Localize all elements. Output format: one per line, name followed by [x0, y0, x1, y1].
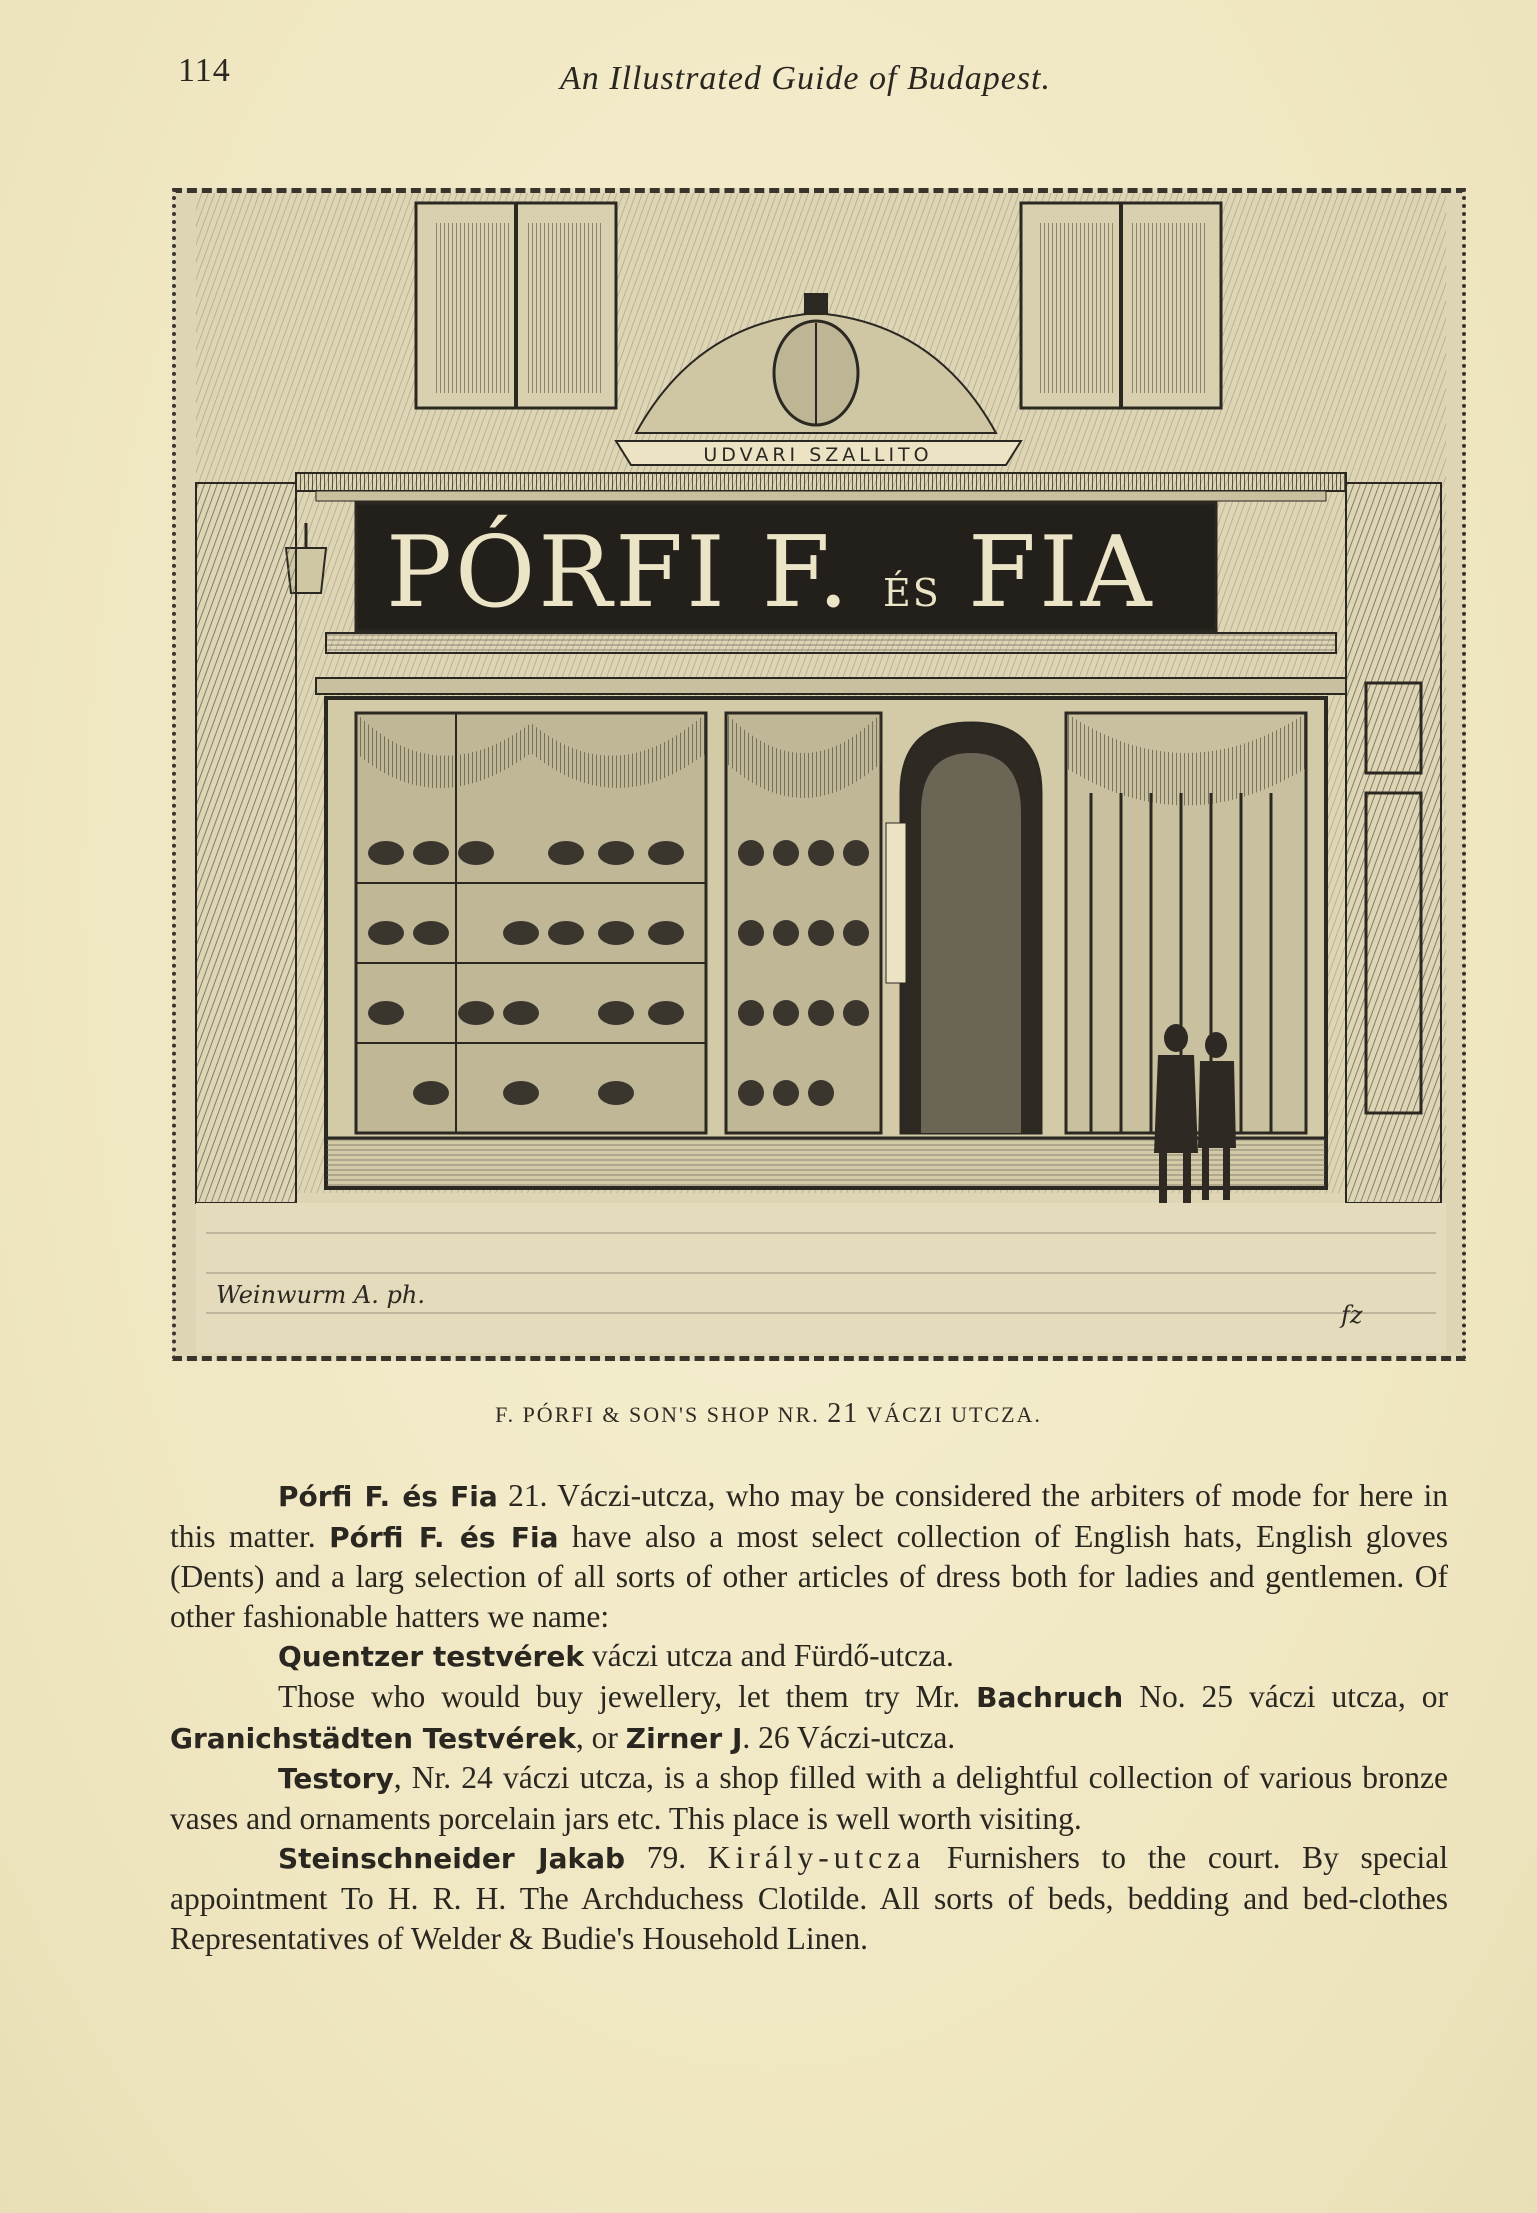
caption-number: 21	[827, 1398, 860, 1429]
sign-fia: FIA	[968, 516, 1155, 630]
text-run: Király-utcza	[707, 1840, 926, 1876]
upper-window-left	[416, 203, 616, 408]
bold-name: Testory	[278, 1762, 394, 1796]
caption-pre: F. PÓRFI & SON'S SHOP NR.	[495, 1402, 820, 1427]
text-run: Those who would buy jewellery, let them try Mr.	[278, 1678, 977, 1714]
steinschneider-paragraph	[170, 1838, 1448, 1958]
bold-name: Granichstädten Testvérek	[170, 1721, 576, 1755]
bold-name: Steinschneider Jakab	[278, 1842, 626, 1876]
porfi-paragraph	[170, 1476, 1448, 1636]
hat-window-middle	[726, 713, 881, 1133]
bold-name: Zirner J	[625, 1721, 743, 1755]
quentzer-paragraph	[170, 1636, 1448, 1677]
running-title: An Illustrated Guide of Budapest.	[560, 60, 1052, 97]
shop-doorway	[886, 723, 1041, 1133]
text-run: No. 25 váczi utcza, or	[1123, 1678, 1448, 1714]
text-run: 21. Váczi-utcza, who may be considered the arbiters of mode for here in this matter.	[170, 1478, 1448, 1554]
engraver-mark: fz	[1341, 1301, 1363, 1329]
text-run: Furnishers to the court. By special appointment To H. R. H. The Archduchess Clotilde. All sorts of beds, bedding and bed-clothes Representatives of Welder & Budie's Household Linen.	[170, 1840, 1448, 1956]
purveyor-banner	[616, 441, 1021, 466]
shop-sign	[356, 503, 1216, 631]
shop-engraving	[172, 188, 1466, 1361]
bold-name: Quentzer testvérek	[278, 1640, 584, 1674]
testory-paragraph	[170, 1758, 1448, 1838]
jewellery-paragraph	[170, 1677, 1448, 1758]
shop-front-drawing	[176, 193, 1462, 1356]
text-run: 79.	[625, 1840, 708, 1876]
text-run: have also a most select collection of English hats, English gloves (Dents) and a larg selection of all sorts of other articles of dress both for ladies and gentlemen. Of other fashionable hatters we name:	[170, 1518, 1448, 1634]
upper-window-right	[1021, 203, 1221, 408]
body-text	[170, 1476, 1448, 1958]
bold-name: Pórfi F. és Fia	[329, 1520, 559, 1554]
page-number: 114	[178, 52, 231, 89]
text-run: . 26 Váczi-utcza.	[742, 1719, 956, 1755]
artist-signature: Weinwurm A. ph.	[216, 1281, 425, 1309]
hat-window-left	[356, 713, 706, 1133]
caption-post: VÁCZI UTCZA.	[866, 1402, 1042, 1427]
banner-text: UDVARI SZALLITO	[703, 444, 933, 466]
text-run: váczi utcza and Fürdő-utcza.	[583, 1638, 954, 1674]
sign-porfi: PÓRFI F.	[386, 516, 852, 630]
bold-name: Pórfi F. és Fia	[278, 1480, 498, 1513]
illustration-caption	[0, 1398, 1537, 1430]
sign-es: ÉS	[883, 571, 941, 615]
text-run: , or	[575, 1719, 626, 1755]
text-run: , Nr. 24 váczi utcza, is a shop filled with a delightful collection of various bronze vases and ornaments porcelain jars etc. This place is well worth visiting.	[170, 1760, 1448, 1836]
bold-name: Bachruch	[976, 1680, 1124, 1714]
